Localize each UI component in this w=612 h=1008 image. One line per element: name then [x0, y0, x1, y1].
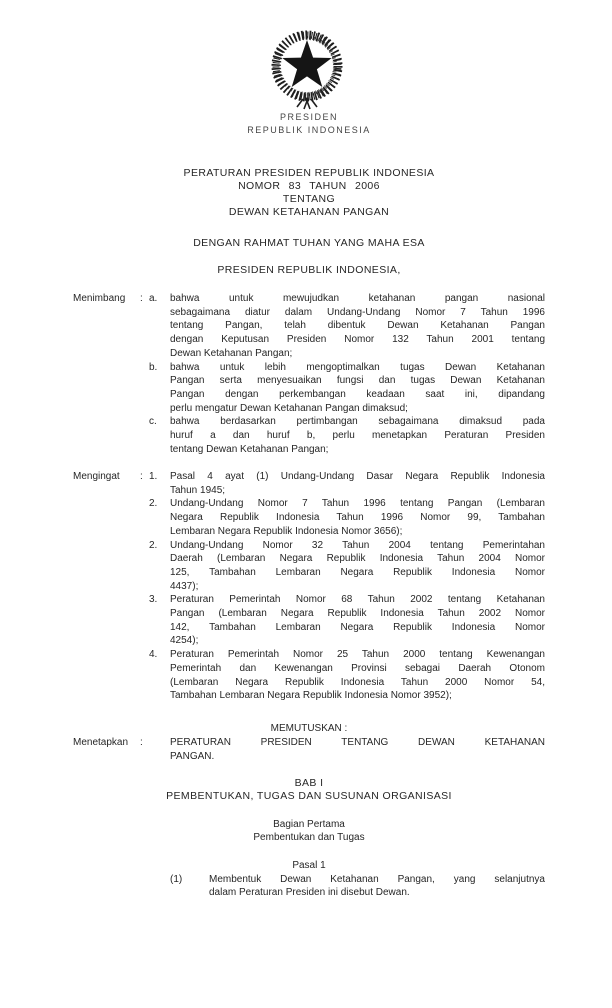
clause-item [149, 415, 545, 456]
item-text [170, 736, 545, 763]
text-line: Undang-Undang Nomor 32 Tahun 2004 tentang Pemerintahan [170, 539, 545, 551]
text-line: Negara Republik Indonesia Tahun 1996 Nomor 99, Tambahan [170, 512, 545, 524]
text-line: Peraturan Pemerintah Nomor 68 Tahun 2002 tentang Ketahanan [170, 594, 545, 606]
letterhead-republik-indonesia: REPUBLIK INDONESIA [247, 124, 371, 135]
clause-item [149, 497, 545, 538]
part-heading [73, 818, 545, 844]
text-line: bahwa untuk lebih mengoptimalkan tugas Dewan Ketahanan [170, 361, 545, 373]
title-line-number: NOMOR 83 TAHUN 2006 [238, 180, 380, 192]
text-line: Lembaran Negara Republik Indonesia Nomor 3656); [170, 525, 403, 537]
title-line-subject: DEWAN KETAHANAN PANGAN [228, 206, 390, 218]
text-line: Pangan dengan perkembangan keadaan saat ini, dipandang [170, 388, 545, 400]
item-text [170, 497, 545, 538]
title-line-regulation: PERATURAN PRESIDEN REPUBLIK INDONESIA [183, 167, 435, 179]
text-line: 4254); [170, 635, 199, 647]
clause-item [149, 361, 545, 416]
text-line: Pangan serta menyesuaikan fungsi dan tugas Dewan Ketahanan [170, 375, 545, 387]
invocation-line: DENGAN RAHMAT TUHAN YANG MAHA ESA [193, 237, 425, 249]
item-text [170, 415, 545, 456]
text-line: 142, Tambahan Lembaran Negara Republik Indonesia Nomor [170, 621, 545, 633]
text-line: Tahun 1945; [170, 484, 226, 496]
text-line: Dewan Ketahanan Pangan; [170, 347, 293, 359]
menimbang-section [73, 292, 545, 456]
item-text [170, 593, 545, 648]
title-line-tentang: TENTANG [282, 193, 336, 205]
text-line: dengan Keputusan Presiden Nomor 132 Tahun 2001 tentang [170, 334, 545, 346]
text-line: PERATURAN PRESIDEN TENTANG DEWAN KETAHANAN [170, 737, 545, 748]
text-line: (Lembaran Negara Republik Indonesia Tahun 2000 Nomor 54, [170, 676, 545, 688]
item-marker: (1) [170, 873, 183, 885]
item-marker [149, 736, 170, 763]
text-line: Pasal 4 ayat (1) Undang-Undang Dasar Negara Republik Indonesia [170, 471, 545, 482]
text-line: Pemerintah dan Kewenangan Provinsi sebagai Daerah Otonom [170, 662, 545, 674]
text-line: PANGAN. [170, 750, 215, 762]
item-marker: a. [149, 293, 158, 304]
menimbang-items [149, 292, 545, 456]
text-line: huruf a dan huruf b, perlu menetapkan Peraturan Presiden [170, 430, 545, 442]
item-text [209, 873, 545, 900]
text-line: 4437); [170, 580, 199, 592]
item-text [170, 648, 545, 703]
item-marker: b. [149, 361, 158, 373]
menetapkan-items [149, 736, 545, 763]
text-line: tentang Dewan Ketahanan Pangan; [170, 443, 329, 455]
article-heading: Pasal 1 [292, 860, 326, 871]
memutuskan-heading: MEMUTUSKAN : [270, 723, 348, 734]
text-line: Membentuk Dewan Ketahanan Pangan, yang selanjutnya [209, 873, 545, 885]
item-marker: 3. [149, 594, 158, 606]
mengingat-colon: : [140, 471, 143, 482]
clause-item [149, 593, 545, 648]
pasal-section [73, 859, 545, 900]
text-line: tentang Pangan, telah dibentuk Dewan Ketahanan Pangan [170, 320, 545, 332]
part-title: Pembentukan dan Tugas [253, 832, 365, 843]
item-text [170, 539, 545, 594]
text-line: Tambahan Lembaran Negara Republik Indonesia Nomor 3952); [170, 690, 452, 702]
chapter-heading [73, 777, 545, 803]
menetapkan-colon: : [140, 737, 143, 748]
text-line: sebagaimana diatur dalam Undang-Undang Nomor 7 Tahun 1996 [170, 306, 545, 318]
presidential-star-wreath-emblem [263, 26, 351, 112]
text-line: bahwa berdasarkan pertimbangan sebagaimana dimaksud pada [170, 416, 545, 428]
letterhead [73, 111, 545, 136]
text-line: 125, Tambahan Lembaran Negara Republik Indonesia Nomor [170, 566, 545, 578]
text-line: Pangan (Lembaran Negara Republik Indonesia Tahun 2002 Nomor [170, 608, 545, 620]
item-marker: 2. [149, 498, 158, 510]
text-line: Daerah (Lembaran Negara Republik Indonesia Tahun 2004 Nomor [170, 553, 545, 565]
clause-item [149, 539, 545, 594]
mengingat-items [149, 470, 545, 703]
clause-item [170, 873, 545, 900]
text-line: dalam Peraturan Presiden ini disebut Dewan. [209, 887, 410, 899]
text-line: Peraturan Pemerintah Nomor 25 Tahun 2000 tentang Kewenangan [170, 649, 545, 661]
item-marker: 4. [149, 649, 158, 661]
item-text [170, 361, 545, 416]
mengingat-section [73, 470, 545, 703]
menimbang-colon: : [140, 293, 143, 304]
letterhead-presiden: PRESIDEN [279, 112, 338, 122]
clause-item [149, 648, 545, 703]
mengingat-label: Mengingat [73, 471, 120, 482]
text-line: Undang-Undang Nomor 7 Tahun 1996 tentang Pangan (Lembaran [170, 498, 545, 510]
item-marker: c. [149, 416, 157, 428]
chapter-number: BAB I [294, 777, 324, 789]
item-marker: 2. [149, 539, 158, 551]
text-line: bahwa untuk mewujudkan ketahanan pangan nasional [170, 293, 545, 304]
item-text [170, 292, 545, 361]
star-icon [282, 40, 331, 87]
article-items [170, 873, 545, 900]
menimbang-label: Menimbang [73, 293, 126, 304]
item-marker: 1. [149, 471, 158, 482]
item-text [170, 470, 545, 497]
clause-item [149, 292, 545, 361]
menetapkan-section [73, 736, 545, 763]
regulation-title [73, 167, 545, 219]
chapter-title: PEMBENTUKAN, TUGAS DAN SUSUNAN ORGANISASI [166, 790, 452, 802]
part-number: Bagian Pertama [273, 819, 345, 830]
menetapkan-label: Menetapkan [73, 737, 129, 748]
text-line: perlu mengatur Dewan Ketahanan Pangan dimaksud; [170, 402, 408, 414]
clause-item [149, 470, 545, 497]
authority-line: PRESIDEN REPUBLIK INDONESIA, [217, 264, 401, 276]
clause-item [149, 736, 545, 763]
